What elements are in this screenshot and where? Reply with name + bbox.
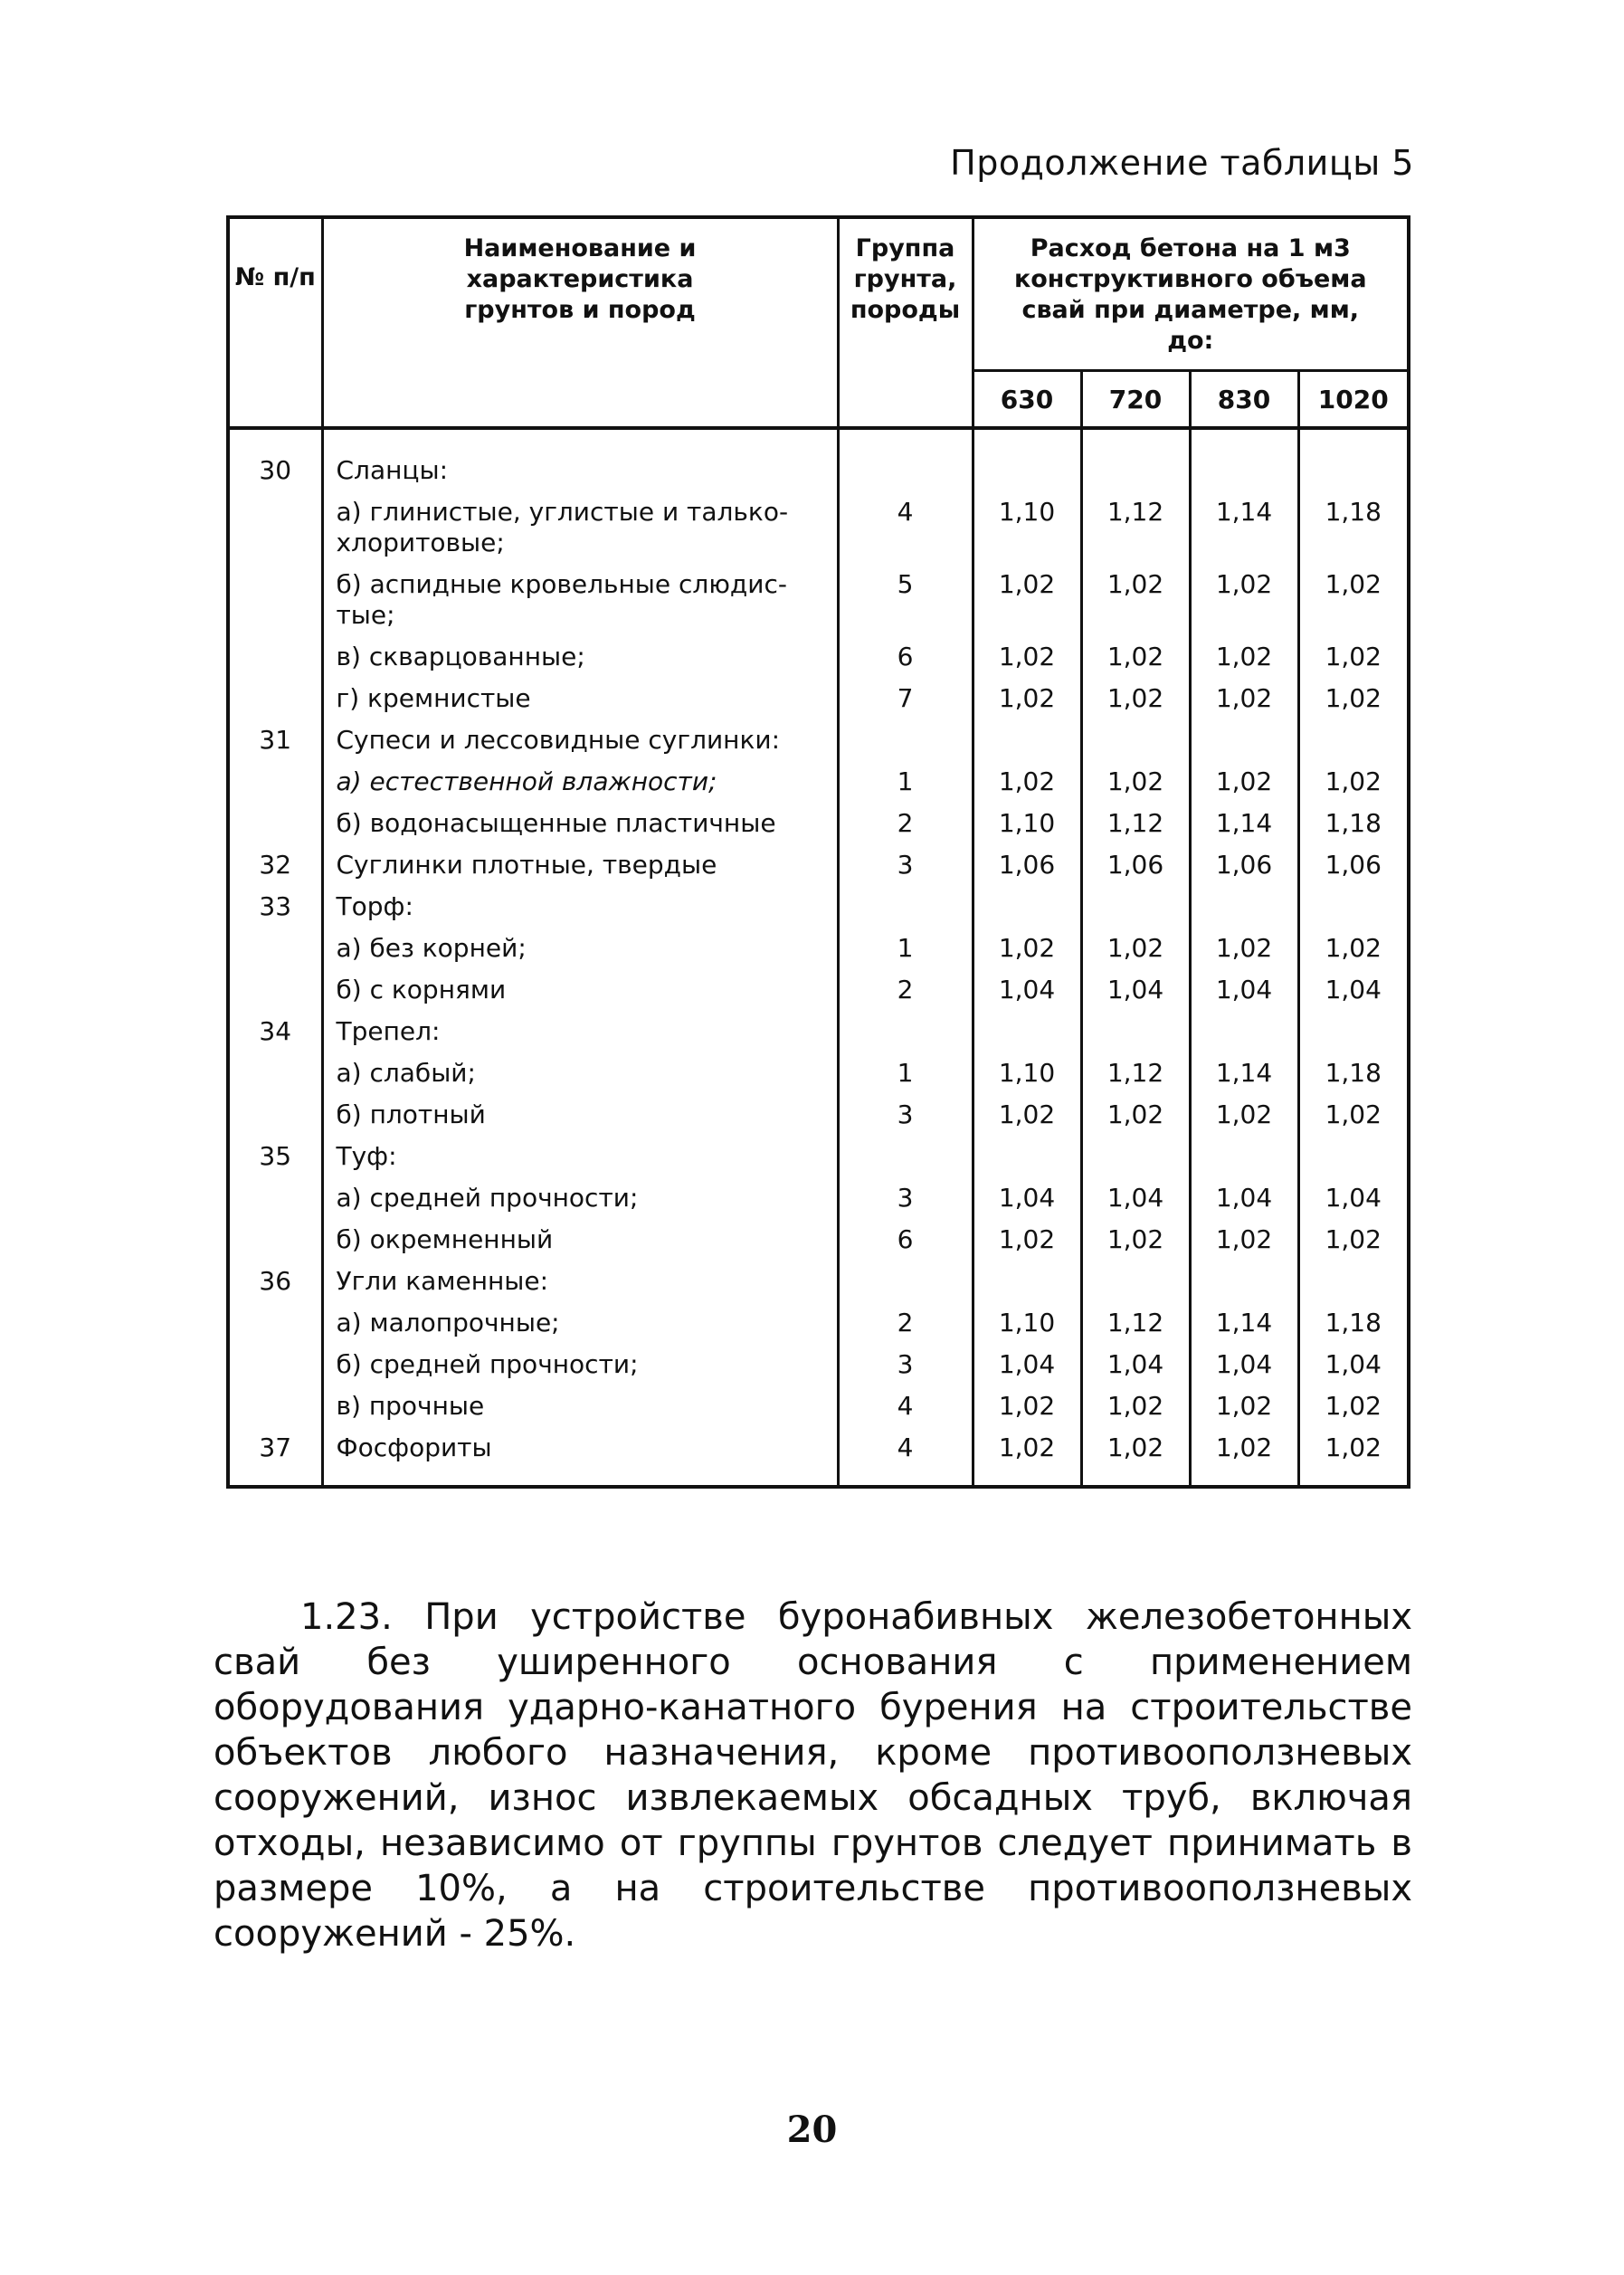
row-name: б) аспидные кровельные слюдис-тые; (322, 564, 838, 636)
row-value-720: 1,02 (1081, 564, 1190, 636)
row-name: в) прочные (322, 1385, 838, 1427)
row-number (228, 678, 322, 719)
row-name: Трепел: (322, 1011, 838, 1052)
table-row (228, 1052, 1409, 1094)
table-row (228, 1094, 1409, 1136)
header-diameter-720: 720 (1081, 371, 1190, 429)
table-body (228, 428, 1409, 1487)
row-value-1020: 1,06 (1298, 844, 1409, 886)
table-row (228, 1219, 1409, 1261)
row-number (228, 1052, 322, 1094)
row-number: 32 (228, 844, 322, 886)
row-number (228, 636, 322, 678)
row-value-720: 1,02 (1081, 928, 1190, 969)
row-value-720: 1,02 (1081, 1427, 1190, 1487)
row-value-830: 1,02 (1190, 761, 1298, 803)
header-diameter-1020: 1020 (1298, 371, 1409, 429)
header-name: Наименование и характеристика грунтов и пород (322, 217, 838, 428)
table-row (228, 428, 1409, 491)
row-group: 1 (838, 1052, 973, 1094)
row-value-630: 1,10 (973, 1302, 1081, 1344)
row-number (228, 928, 322, 969)
row-number (228, 1385, 322, 1427)
row-value-630 (973, 1136, 1081, 1177)
table-row (228, 1261, 1409, 1302)
row-value-720 (1081, 428, 1190, 491)
header-diameter-830: 830 (1190, 371, 1298, 429)
table-row (228, 719, 1409, 761)
row-name: а) слабый; (322, 1052, 838, 1094)
row-number (228, 1177, 322, 1219)
table-row (228, 636, 1409, 678)
row-value-1020: 1,18 (1298, 1302, 1409, 1344)
row-number (228, 1302, 322, 1344)
row-value-1020 (1298, 1261, 1409, 1302)
row-value-630: 1,04 (973, 1177, 1081, 1219)
row-name: Фосфориты (322, 1427, 838, 1487)
page-number: 20 (786, 2108, 838, 2151)
row-value-830: 1,14 (1190, 491, 1298, 564)
row-value-1020: 1,02 (1298, 1219, 1409, 1261)
row-value-720: 1,02 (1081, 636, 1190, 678)
row-number (228, 969, 322, 1011)
row-value-630 (973, 1261, 1081, 1302)
row-value-1020 (1298, 1011, 1409, 1052)
row-value-630: 1,06 (973, 844, 1081, 886)
row-value-1020: 1,02 (1298, 1094, 1409, 1136)
row-value-630: 1,02 (973, 636, 1081, 678)
row-value-830: 1,02 (1190, 928, 1298, 969)
row-group: 2 (838, 1302, 973, 1344)
header-group: Группа грунта, породы (838, 217, 973, 428)
row-value-1020: 1,02 (1298, 761, 1409, 803)
header-diameter-630: 630 (973, 371, 1081, 429)
row-group: 7 (838, 678, 973, 719)
row-name: а) малопрочные; (322, 1302, 838, 1344)
row-value-720 (1081, 886, 1190, 928)
row-value-630: 1,10 (973, 803, 1081, 844)
table-row (228, 761, 1409, 803)
header-consumption: Расход бетона на 1 м3 конструктивного объема свай при диаметре, мм, до: (973, 217, 1409, 371)
row-value-830: 1,02 (1190, 1427, 1298, 1487)
table-row (228, 1136, 1409, 1177)
row-value-830: 1,04 (1190, 969, 1298, 1011)
row-group: 3 (838, 844, 973, 886)
row-number (228, 761, 322, 803)
table-row (228, 1177, 1409, 1219)
row-value-830: 1,06 (1190, 844, 1298, 886)
row-name: Суглинки плотные, твердые (322, 844, 838, 886)
row-name: Супеси и лессовидные суглинки: (322, 719, 838, 761)
row-value-830: 1,04 (1190, 1344, 1298, 1385)
row-value-1020 (1298, 719, 1409, 761)
table-row (228, 564, 1409, 636)
row-value-630 (973, 886, 1081, 928)
row-group: 2 (838, 969, 973, 1011)
row-group: 3 (838, 1094, 973, 1136)
row-number (228, 1344, 322, 1385)
row-value-1020: 1,04 (1298, 969, 1409, 1011)
row-name: б) водонасыщенные пластичные (322, 803, 838, 844)
row-group: 6 (838, 636, 973, 678)
row-number: 33 (228, 886, 322, 928)
row-value-830: 1,02 (1190, 564, 1298, 636)
row-value-630: 1,02 (973, 1094, 1081, 1136)
row-value-830 (1190, 428, 1298, 491)
row-number (228, 491, 322, 564)
row-value-720: 1,12 (1081, 1052, 1190, 1094)
row-value-630: 1,02 (973, 1427, 1081, 1487)
row-value-830: 1,14 (1190, 1302, 1298, 1344)
row-value-1020 (1298, 428, 1409, 491)
row-value-830 (1190, 1261, 1298, 1302)
row-value-720 (1081, 1011, 1190, 1052)
row-value-1020: 1,02 (1298, 636, 1409, 678)
row-group (838, 886, 973, 928)
row-group: 1 (838, 928, 973, 969)
row-group: 5 (838, 564, 973, 636)
row-number (228, 803, 322, 844)
row-value-1020 (1298, 886, 1409, 928)
row-value-1020: 1,02 (1298, 1385, 1409, 1427)
paragraph-1-23: 1.23. При устройстве буронабивных железобетонных свай без уширенного основания с применением оборудования ударно-канатного бурения на строительстве объектов любого назначения, кроме противооползневых сооружений, износ извлекаемых обсадных труб, включая отходы, независимо от группы грунтов следует принимать в размере 10%, а на строительстве противооползневых сооружений - 25%. (214, 1596, 1412, 1955)
row-value-720: 1,02 (1081, 761, 1190, 803)
table-row (228, 1302, 1409, 1344)
table-row (228, 1385, 1409, 1427)
row-value-630: 1,02 (973, 761, 1081, 803)
row-value-720: 1,02 (1081, 1385, 1190, 1427)
row-group: 3 (838, 1344, 973, 1385)
row-group (838, 428, 973, 491)
row-group: 4 (838, 1385, 973, 1427)
table-continuation-label: Продолжение таблицы 5 (950, 143, 1414, 183)
row-group: 4 (838, 1427, 973, 1487)
row-number: 36 (228, 1261, 322, 1302)
table-row (228, 491, 1409, 564)
row-value-720: 1,02 (1081, 678, 1190, 719)
row-value-830 (1190, 886, 1298, 928)
row-value-830: 1,02 (1190, 1094, 1298, 1136)
row-value-720: 1,06 (1081, 844, 1190, 886)
table-row (228, 928, 1409, 969)
row-group (838, 719, 973, 761)
row-group: 1 (838, 761, 973, 803)
row-name: б) окремненный (322, 1219, 838, 1261)
row-group (838, 1136, 973, 1177)
header-num: № п/п (228, 217, 322, 428)
row-value-720 (1081, 719, 1190, 761)
table-row (228, 678, 1409, 719)
table-row (228, 969, 1409, 1011)
row-value-630: 1,02 (973, 928, 1081, 969)
row-value-720: 1,04 (1081, 1177, 1190, 1219)
row-value-630 (973, 428, 1081, 491)
row-name: Торф: (322, 886, 838, 928)
row-name: а) без корней; (322, 928, 838, 969)
row-value-630: 1,02 (973, 564, 1081, 636)
row-value-1020: 1,02 (1298, 678, 1409, 719)
row-name: в) скварцованные; (322, 636, 838, 678)
row-value-830: 1,02 (1190, 678, 1298, 719)
row-value-830: 1,14 (1190, 803, 1298, 844)
row-number (228, 1094, 322, 1136)
row-value-630 (973, 719, 1081, 761)
row-group: 2 (838, 803, 973, 844)
row-value-1020: 1,18 (1298, 491, 1409, 564)
table-row (228, 886, 1409, 928)
row-name: г) кремнистые (322, 678, 838, 719)
row-value-720: 1,02 (1081, 1094, 1190, 1136)
row-group: 3 (838, 1177, 973, 1219)
row-value-1020: 1,02 (1298, 928, 1409, 969)
row-value-630: 1,04 (973, 1344, 1081, 1385)
row-value-830: 1,14 (1190, 1052, 1298, 1094)
row-value-1020: 1,18 (1298, 803, 1409, 844)
row-group: 4 (838, 491, 973, 564)
row-value-720: 1,04 (1081, 1344, 1190, 1385)
row-name: б) плотный (322, 1094, 838, 1136)
row-value-720: 1,02 (1081, 1219, 1190, 1261)
row-value-720: 1,12 (1081, 491, 1190, 564)
row-value-720: 1,12 (1081, 803, 1190, 844)
table-row (228, 1344, 1409, 1385)
row-value-1020: 1,02 (1298, 564, 1409, 636)
row-number (228, 1219, 322, 1261)
row-value-1020: 1,18 (1298, 1052, 1409, 1094)
soil-concrete-table (226, 215, 1410, 1489)
row-name: Туф: (322, 1136, 838, 1177)
row-value-1020: 1,04 (1298, 1177, 1409, 1219)
row-name: б) с корнями (322, 969, 838, 1011)
row-value-630 (973, 1011, 1081, 1052)
row-name: а) естественной влажности; (322, 761, 838, 803)
row-value-830: 1,02 (1190, 636, 1298, 678)
row-value-1020: 1,04 (1298, 1344, 1409, 1385)
row-value-630: 1,02 (973, 678, 1081, 719)
row-value-830 (1190, 1011, 1298, 1052)
row-value-830 (1190, 719, 1298, 761)
table-row (228, 1011, 1409, 1052)
row-number: 34 (228, 1011, 322, 1052)
row-group (838, 1011, 973, 1052)
table-row (228, 1427, 1409, 1487)
row-name: Сланцы: (322, 428, 838, 491)
row-group: 6 (838, 1219, 973, 1261)
row-value-630: 1,02 (973, 1385, 1081, 1427)
row-value-630: 1,04 (973, 969, 1081, 1011)
row-value-830 (1190, 1136, 1298, 1177)
row-number (228, 564, 322, 636)
table-row (228, 844, 1409, 886)
row-name: а) глинистые, углистые и талько-хлоритовые; (322, 491, 838, 564)
row-name: Угли каменные: (322, 1261, 838, 1302)
table-row (228, 803, 1409, 844)
row-value-830: 1,04 (1190, 1177, 1298, 1219)
row-value-720: 1,12 (1081, 1302, 1190, 1344)
row-value-830: 1,02 (1190, 1385, 1298, 1427)
row-value-830: 1,02 (1190, 1219, 1298, 1261)
row-value-630: 1,10 (973, 491, 1081, 564)
row-value-630: 1,10 (973, 1052, 1081, 1094)
row-name: а) средней прочности; (322, 1177, 838, 1219)
row-name: б) средней прочности; (322, 1344, 838, 1385)
row-value-1020 (1298, 1136, 1409, 1177)
row-number: 30 (228, 428, 322, 491)
row-value-1020: 1,02 (1298, 1427, 1409, 1487)
row-value-720 (1081, 1261, 1190, 1302)
row-value-720 (1081, 1136, 1190, 1177)
row-number: 37 (228, 1427, 322, 1487)
row-number: 31 (228, 719, 322, 761)
row-value-720: 1,04 (1081, 969, 1190, 1011)
row-group (838, 1261, 973, 1302)
row-number: 35 (228, 1136, 322, 1177)
row-value-630: 1,02 (973, 1219, 1081, 1261)
